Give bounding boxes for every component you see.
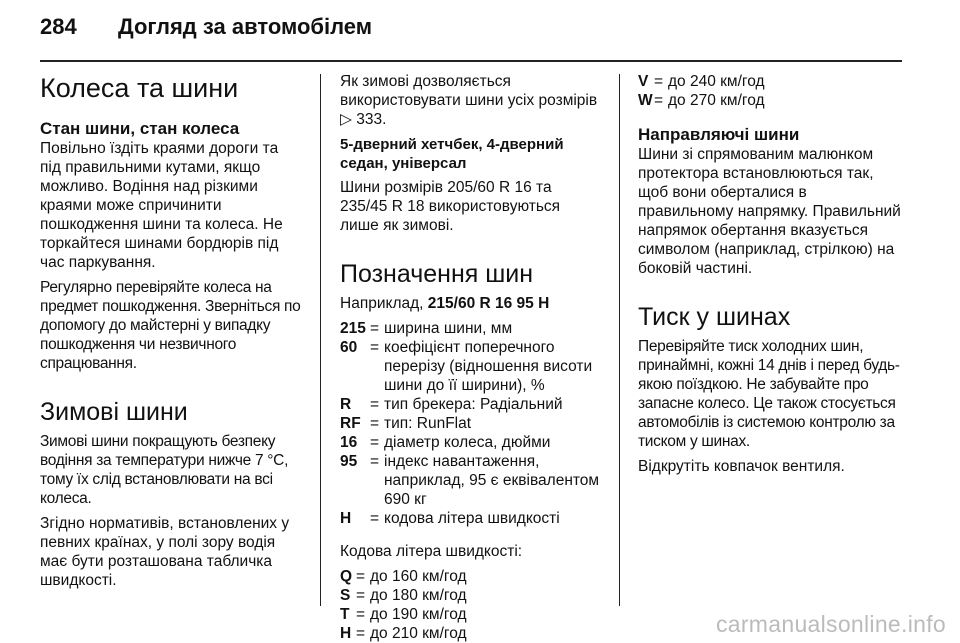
section-title: Колеса та шини — [40, 73, 239, 103]
winter-heading: Зимові шини — [40, 398, 188, 426]
page-reference[interactable]: 333. — [356, 111, 387, 128]
hatch-heading: 5-дверний хетчбек, 4-дверний седан, універсал — [340, 136, 564, 172]
speed-code-item: V = до 240 км/год — [638, 73, 765, 90]
speed-code-item: T = до 190 км/год — [340, 606, 467, 623]
winter-paragraph-3: Як зимові дозволяється використовувати шини усіх розмірів ▷ 333. — [340, 73, 598, 128]
definition-item: 215 = ширина шини, мм — [340, 320, 513, 337]
condition-heading: Стан шини, стан колеса — [40, 119, 240, 138]
directional-heading: Направляючі шини — [638, 125, 800, 144]
speed-code-item: W = до 270 км/год — [638, 92, 765, 109]
page-reference-icon: ▷ — [340, 111, 352, 128]
designation-heading: Позначення шин — [340, 260, 534, 288]
speed-code-list — [340, 567, 602, 643]
condition-paragraph-2: Регулярно перевіряйте колеса на предмет пошкодження. Зверніться по допомогу до майстерні у випадку пошкодження чи незвичного спрацювання. — [40, 279, 301, 372]
speed-code-item: Q = до 160 км/год — [340, 568, 467, 585]
speed-code-item: H = до 210 км/год — [340, 625, 467, 642]
definition-item: 60 = коефіцієнт поперечного перерізу (відношення висоти шини до її ширини), % — [340, 339, 593, 394]
column-3 — [638, 72, 902, 482]
page-number: 284 — [40, 14, 77, 39]
definition-item: 95 = індекс навантаження, наприклад, 95 є еквівалентом 690 кг — [340, 453, 600, 508]
header-divider — [40, 60, 902, 62]
winter-paragraph-1: Зимові шини покращують безпеку водіння за температури нижче 7 °C, тому їх слід встановлювати на всі колеса. — [40, 433, 289, 507]
watermark: carmanualsonline.info — [715, 611, 946, 637]
directional-paragraph: Шини зі спрямованим малюнком протектора встановлюються так, щоб вони оберталися в правильному напрямку. Правильний напрямок обертання вказується символом (наприклад, стрілкою) на боковій частині. — [638, 146, 901, 277]
hatch-paragraph: Шини розмірів 205/60 R 16 та 235/45 R 18 використовуються лише як зимові. — [340, 179, 561, 234]
designation-example-value: 215/60 R 16 95 H — [427, 295, 550, 312]
pressure-paragraph-1: Перевіряйте тиск холодних шин, принаймні, кожні 14 днів і перед будь-якою поїздкою. Не забувайте про запасне колесо. Це також стосується автомобілів із системою контролю за тиском у шинах. — [638, 338, 900, 450]
page-header — [0, 0, 960, 62]
definition-item: 16 = діаметр колеса, дюйми — [340, 434, 551, 451]
column-divider-1 — [320, 74, 321, 606]
column-divider-2 — [619, 74, 620, 606]
speed-code-item: S = до 180 км/год — [340, 587, 467, 604]
chapter-title: Догляд за автомобілем — [118, 14, 373, 39]
definition-item: RF = тип: RunFlat — [340, 415, 472, 432]
designation-definitions — [340, 319, 602, 528]
winter-paragraph-2: Згідно нормативів, встановлених у певних країнах, у полі зору водія має бути розташована табличка швидкості. — [40, 515, 290, 589]
speed-code-list-continued — [638, 72, 902, 110]
speed-code-intro: Кодова літера швидкості: — [340, 543, 523, 560]
definition-item: H = кодова літера швидкості — [340, 510, 560, 527]
column-1 — [40, 72, 302, 596]
condition-paragraph-1: Повільно їздіть краями дороги та під правильними кутами, якщо можливо. Водіння над різкими краями може спричинити пошкодження шини та колеса. Не торкайтеся шинами бордюрів під час паркування. — [40, 140, 283, 271]
designation-example: Наприклад, 215/60 R 16 95 H — [340, 295, 550, 312]
column-2 — [340, 72, 602, 643]
pressure-paragraph-2: Відкрутіть ковпачок вентиля. — [638, 458, 845, 475]
pressure-heading: Тиск у шинах — [638, 303, 791, 331]
definition-item: R = тип брекера: Радіальний — [340, 396, 563, 413]
